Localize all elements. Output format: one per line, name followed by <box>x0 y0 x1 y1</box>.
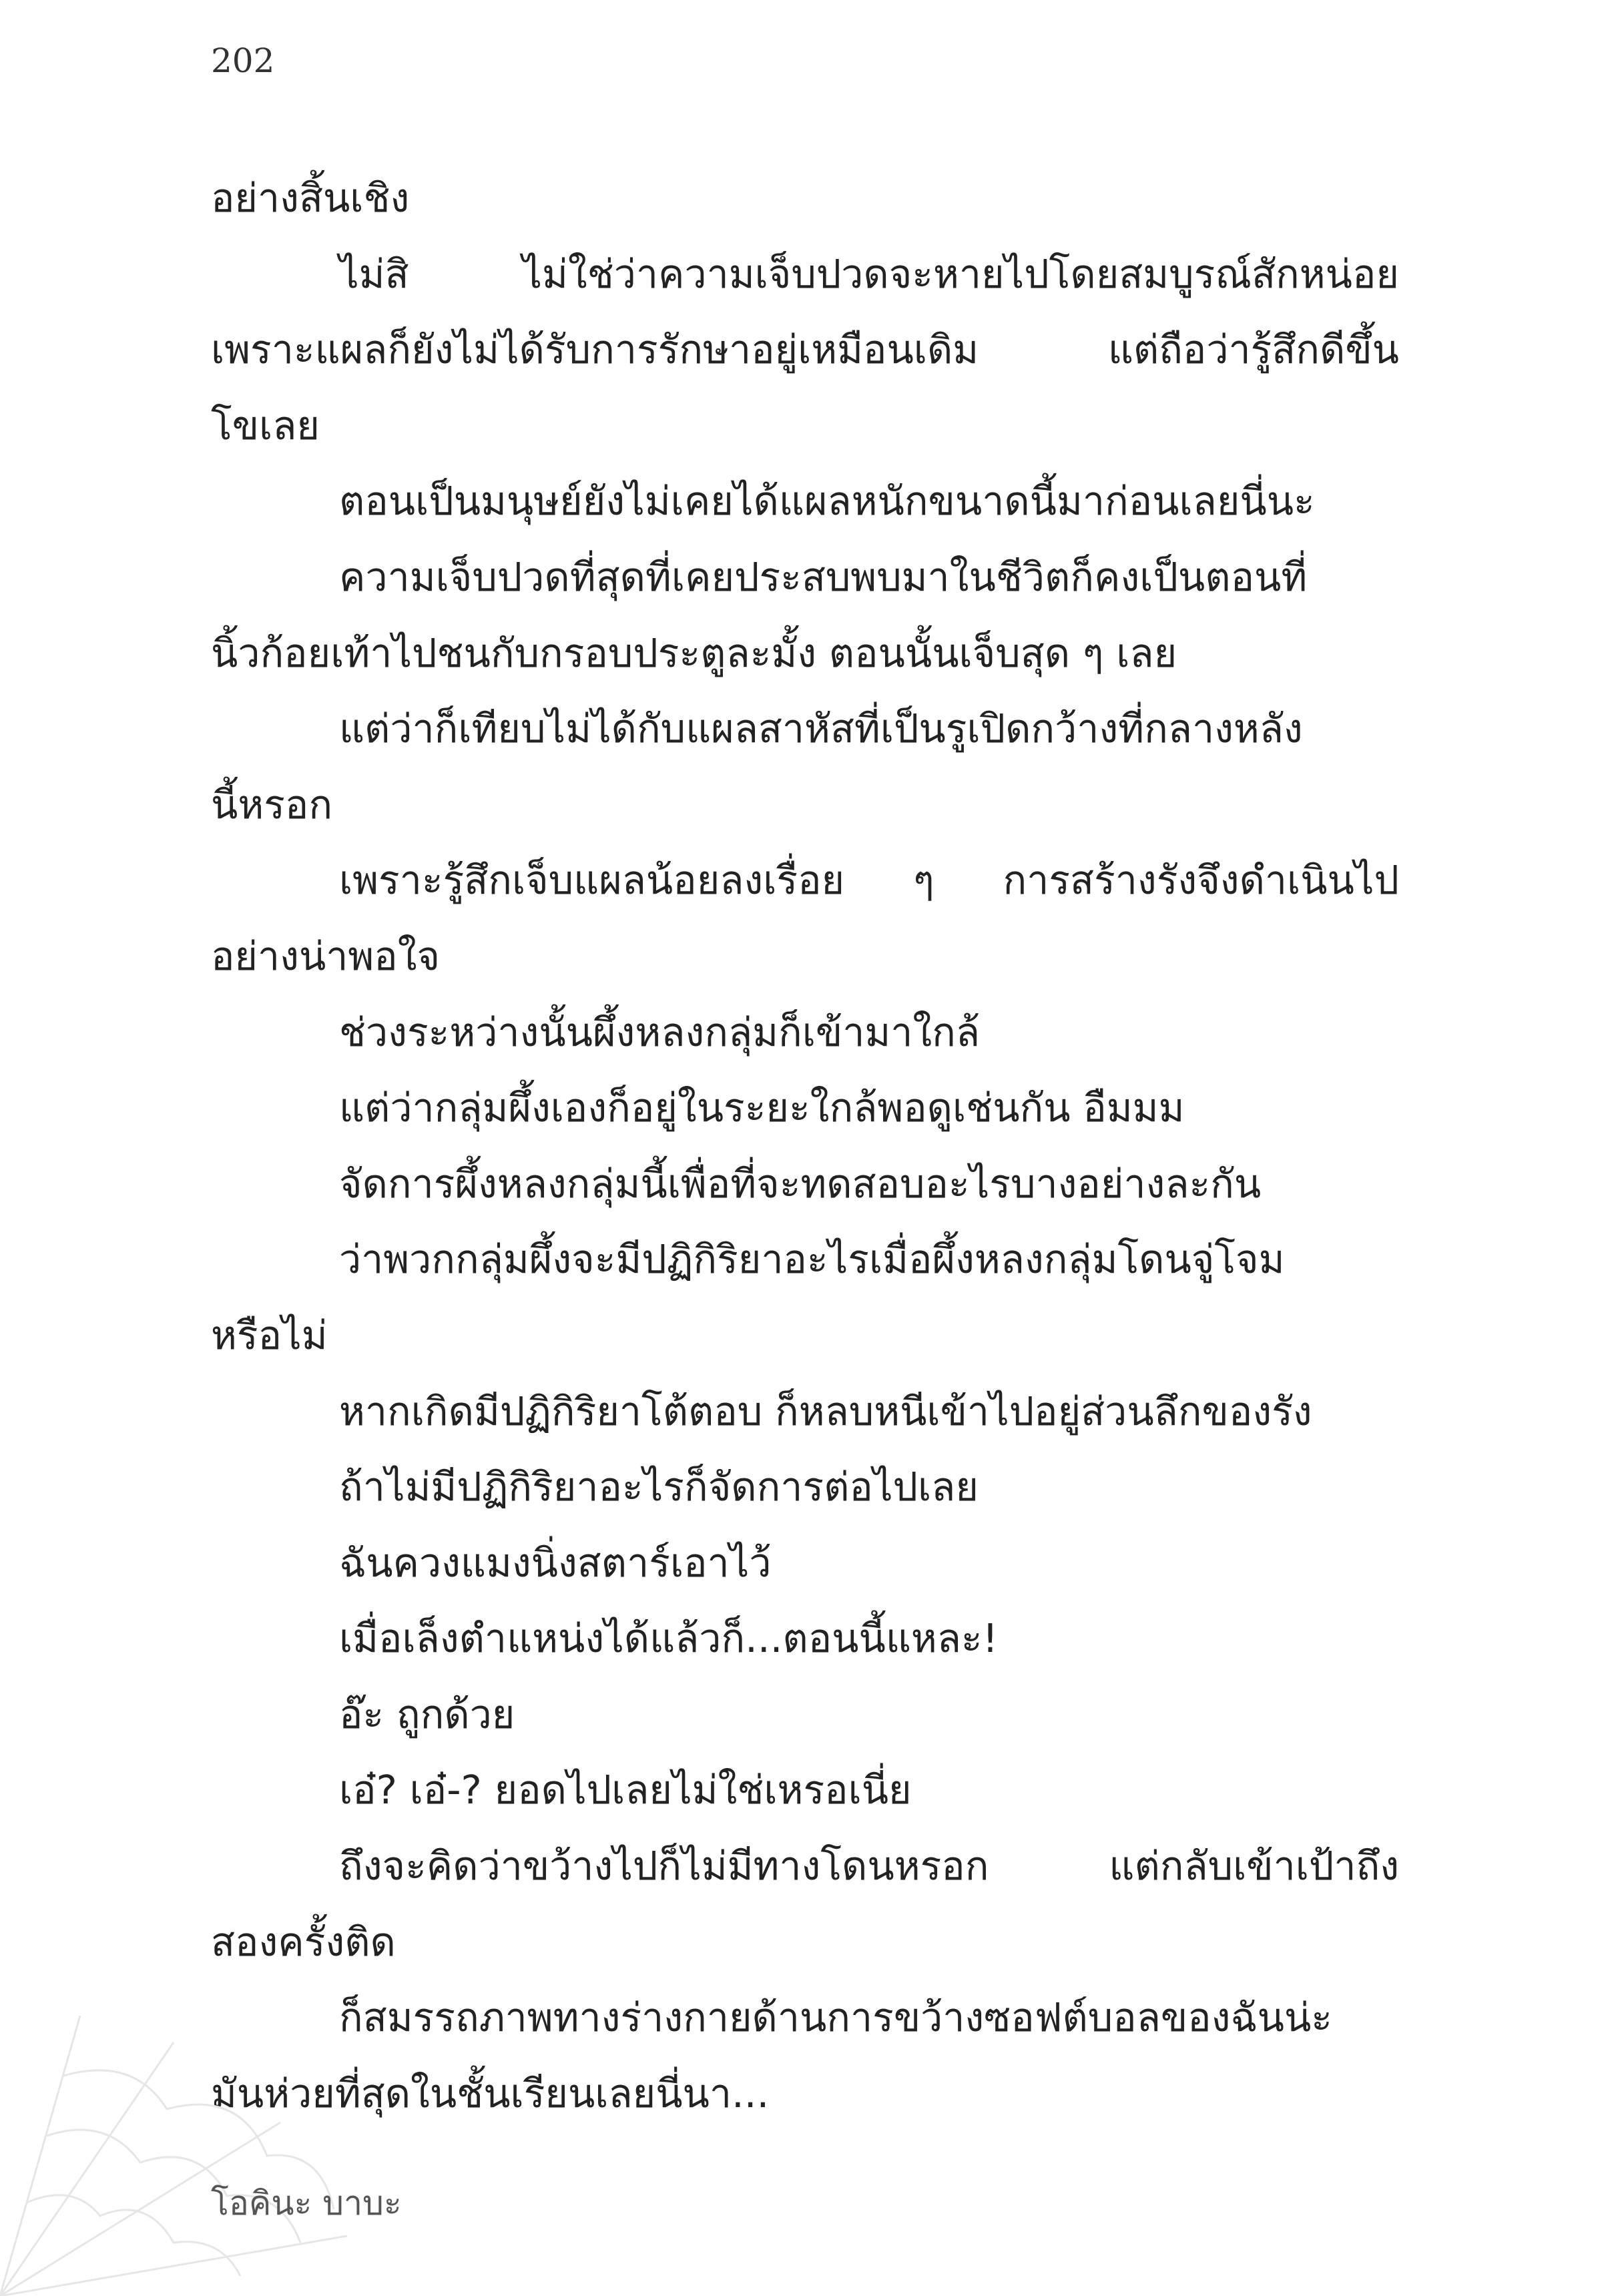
text-line: หรือไม่ <box>211 1312 328 1358</box>
text-line: ไม่สิ ไม่ใช่ว่าความเจ็บปวดจะหายไปโดยสมบูรณ์สักหน่อย <box>339 250 1399 297</box>
text-line: เมื่อเล็งตำแหน่งได้แล้วก็...ตอนนี้แหละ! <box>339 1615 999 1662</box>
text-line: อย่างน่าพอใจ <box>211 932 441 979</box>
text-line: ว่าพวกกลุ่มผึ้งจะมีปฏิกิริยาอะไรเมื่อผึ้งหลงกลุ่มโดนจู่โจม <box>339 1236 1285 1283</box>
text-line: อย่างสิ้นเชิง <box>211 175 410 221</box>
text-line: เอ๋? เอ๋-? ยอดไปเลยไม่ใช่เหรอเนี่ย <box>339 1767 912 1813</box>
page-number: 202 <box>211 41 275 80</box>
text-line: อ๊ะ ถูกด้วย <box>339 1691 515 1737</box>
text-line: เพราะรู้สึกเจ็บแผลน้อยลงเรื่อย ๆ การสร้างรังจึงดำเนินไป <box>339 857 1399 904</box>
text-line: เพราะแผลก็ยังไม่ได้รับการรักษาอยู่เหมือนเดิม แต่ถือว่ารู้สึกดีขึ้น <box>211 326 1399 373</box>
text-line: ฉันควงแมงนิ่งสตาร์เอาไว้ <box>339 1539 772 1586</box>
text-line: ก็สมรรถภาพทางร่างกายด้านการขว้างซอฟต์บอลของฉันน่ะ <box>339 1994 1332 2041</box>
body-text <box>211 160 1399 2131</box>
text-line: มันห่วยที่สุดในชั้นเรียนเลยนี่นา... <box>211 2070 770 2116</box>
text-line: หากเกิดมีปฏิกิริยาโต้ตอบ ก็หลบหนีเข้าไปอยู่ส่วนลึกของรัง <box>339 1388 1312 1434</box>
text-line: โขเลย <box>211 402 320 449</box>
text-line: จัดการผึ้งหลงกลุ่มนี้เพื่อที่จะทดสอบอะไรบางอย่างละกัน <box>339 1160 1262 1207</box>
text-line: ถึงจะคิดว่าขว้างไปก็ไม่มีทางโดนหรอก แต่กลับเข้าเป้าถึง <box>339 1843 1399 1890</box>
text-line: นี้หรอก <box>211 781 333 828</box>
text-line: แต่ว่ากลุ่มผึ้งเองก็อยู่ในระยะใกล้พอดูเช่นกัน อืมมม <box>339 1085 1185 1131</box>
text-line: ความเจ็บปวดที่สุดที่เคยประสบพบมาในชีวิตก็คงเป็นตอนที่ <box>339 553 1308 600</box>
spider-web-decoration <box>0 2016 347 2296</box>
book-title-footer: โอคินะ บาบะ <box>211 2184 402 2223</box>
text-line: แต่ว่าก็เทียบไม่ได้กับแผลสาหัสที่เป็นรูเปิดกว้างที่กลางหลัง <box>339 705 1303 752</box>
text-line: สองครั้งติด <box>211 1918 396 1965</box>
text-line: ตอนเป็นมนุษย์ยังไม่เคยได้แผลหนักขนาดนี้มาก่อนเลยนี่นะ <box>339 478 1315 525</box>
text-line: ถ้าไม่มีปฏิกิริยาอะไรก็จัดการต่อไปเลย <box>339 1464 979 1510</box>
text-line: ช่วงระหว่างนั้นผึ้งหลงกลุ่มก็เข้ามาใกล้ <box>339 1009 981 1055</box>
text-line: นิ้วก้อยเท้าไปชนกับกรอบประตูละมั้ง ตอนนั้นเจ็บสุด ๆ เลย <box>211 629 1177 676</box>
